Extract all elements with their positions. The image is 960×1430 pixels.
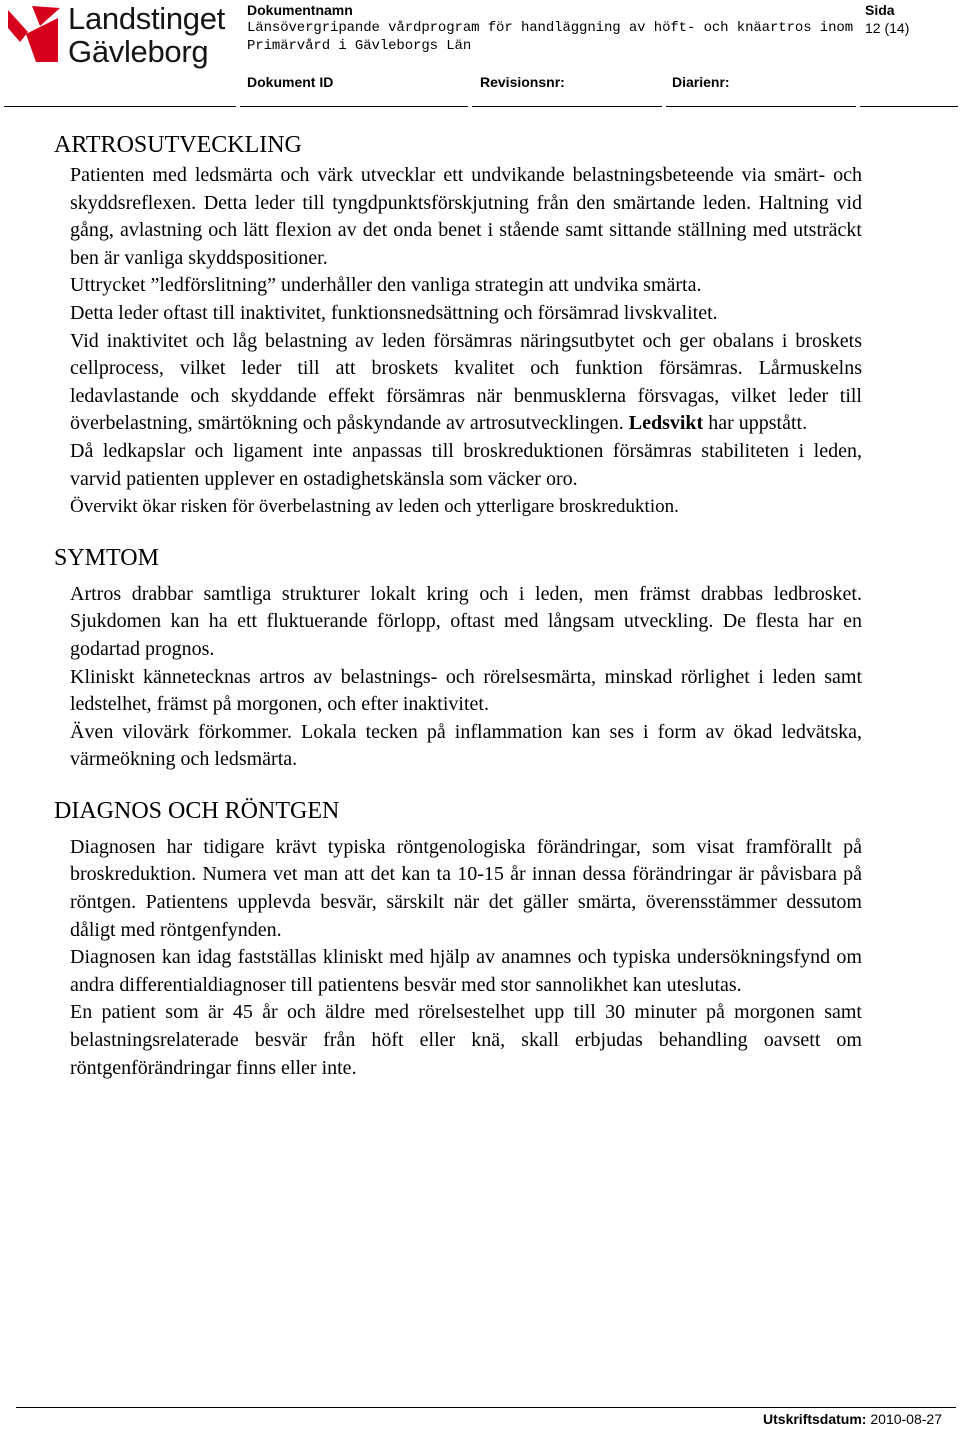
paragraph: Patienten med ledsmärta och värk utvecklar ett undvikande belastningsbeteende via smärt- och skyddsreflexen. Detta leder till tyngdpunktsförskjutning från den smärtande leden. Haltning vid gång, avlastning och lätt flexion av det onda benet i stående samt sittande ställning med utsträckt ben är vanliga skyddspositioner. [70,164,862,269]
logo-line-2: Gävleborg [68,34,209,69]
header-rule-5 [860,106,958,107]
landstinget-logo-icon [6,4,62,64]
section-heading: SYMTOM [54,544,159,571]
document-body [54,128,862,1082]
revision-label: Revisionsnr: [480,74,565,90]
organization-logo [6,2,238,68]
print-date-label: Utskriftsdatum: [763,1411,867,1427]
paragraph [70,328,862,438]
paragraph-text: Vid inaktivitet och låg belastning av leden försämras näringsutbytet och ger obalans i broskets cellprocess, vilket leder till att broskets kvalitet och funktion försämras. Lårmuskelns ledavlastande och skyddande effekt försämras när benmusklerna försvagas, vilket leder till överbelastning, smärtökning och påskyndande av artrosutvecklingen. [70,329,862,435]
header-rule-1 [4,106,236,107]
header-rule-3 [472,106,662,107]
paragraph: Detta leder oftast till inaktivitet, funktionsnedsättning och försämrad livskvalitet. [70,301,718,324]
section-symtom [54,541,862,774]
document-id-label: Dokument ID [247,74,334,90]
logo-line-1: Landstinget [68,1,225,36]
paragraph: Diagnosen kan idag fastställas kliniskt med hjälp av anamnes och typiska undersökningsfynd om andra differentialdiagnoser till patientens besvär med stor sannolikhet kan uteslutas. [70,946,862,996]
document-name-line-2: Primärvård i Gävleborgs Län [247,38,472,54]
page-label: Sida [865,2,895,18]
section-heading: DIAGNOS OCH RÖNTGEN [54,797,340,824]
paragraph: En patient som är 45 år och äldre med rörelsestelhet upp till 30 minuter på morgonen samt belastningsrelaterade besvär från höft eller knä, skall erbjudas behandling oavsett om röntgenförändringar finns eller inte. [70,1001,862,1079]
paragraph: Även vilovärk förkommer. Lokala tecken på inflammation kan ses i form av ökad ledvätska, värmeökning och ledsmärta. [70,720,862,771]
footer-rule [16,1407,956,1408]
paragraph: Då ledkapslar och ligament inte anpassas till broskreduktionen försämras stabiliteten i leden, varvid patienten upplever en ostadighetskänsla som väcker oro. [70,439,862,490]
header-rule-2 [240,106,468,107]
header-rule-4 [666,106,856,107]
page-number: 12 (14) [865,20,910,36]
section-artrosutveckling [54,128,862,521]
print-date-value: 2010-08-27 [870,1411,942,1427]
logo-wordmark [68,2,225,68]
section-diagnos-och-rontgen [54,794,862,1082]
paragraph-tail: har uppstått. [703,412,808,435]
section-heading: ARTROSUTVECKLING [54,132,302,158]
paragraph: Övervikt ökar risken för överbelastning av leden och ytterligare broskreduktion. [70,496,679,518]
print-date [763,1411,942,1427]
bold-term: Ledsvikt [628,412,704,435]
paragraph: Uttrycket ”ledförslitning” underhåller den vanliga strategin att undvika smärta. [70,274,702,297]
document-name-label: Dokumentnamn [247,2,353,18]
paragraph: Diagnosen har tidigare krävt typiska röntgenologiska förändringar, som visat framförallt på broskreduktion. Numera vet man att det kan ta 10-15 år innan dessa förändringar är påvisbara på röntgen. Patientens upplevda besvär, särskilt när det gäller smärta, överensstämmer dessutom dåligt med röntgenfynden. [70,835,862,941]
document-name-line-1: Länsövergripande vårdprogram för handläggning av höft- och knäartros inom [247,20,854,36]
paragraph: Artros drabbar samtliga strukturer lokalt kring och i leden, men främst drabbas ledbrosket. Sjukdomen kan ha ett fluktuerande förlopp, oftast med långsam utveckling. De flesta har en godartad prognos. [70,582,862,660]
diary-number-label: Diarienr: [672,74,730,90]
paragraph: Kliniskt kännetecknas artros av belastnings- och rörelsesmärta, minskad rörlighet i leden samt ledstelhet, främst på morgonen, och efter inaktivitet. [70,665,862,716]
